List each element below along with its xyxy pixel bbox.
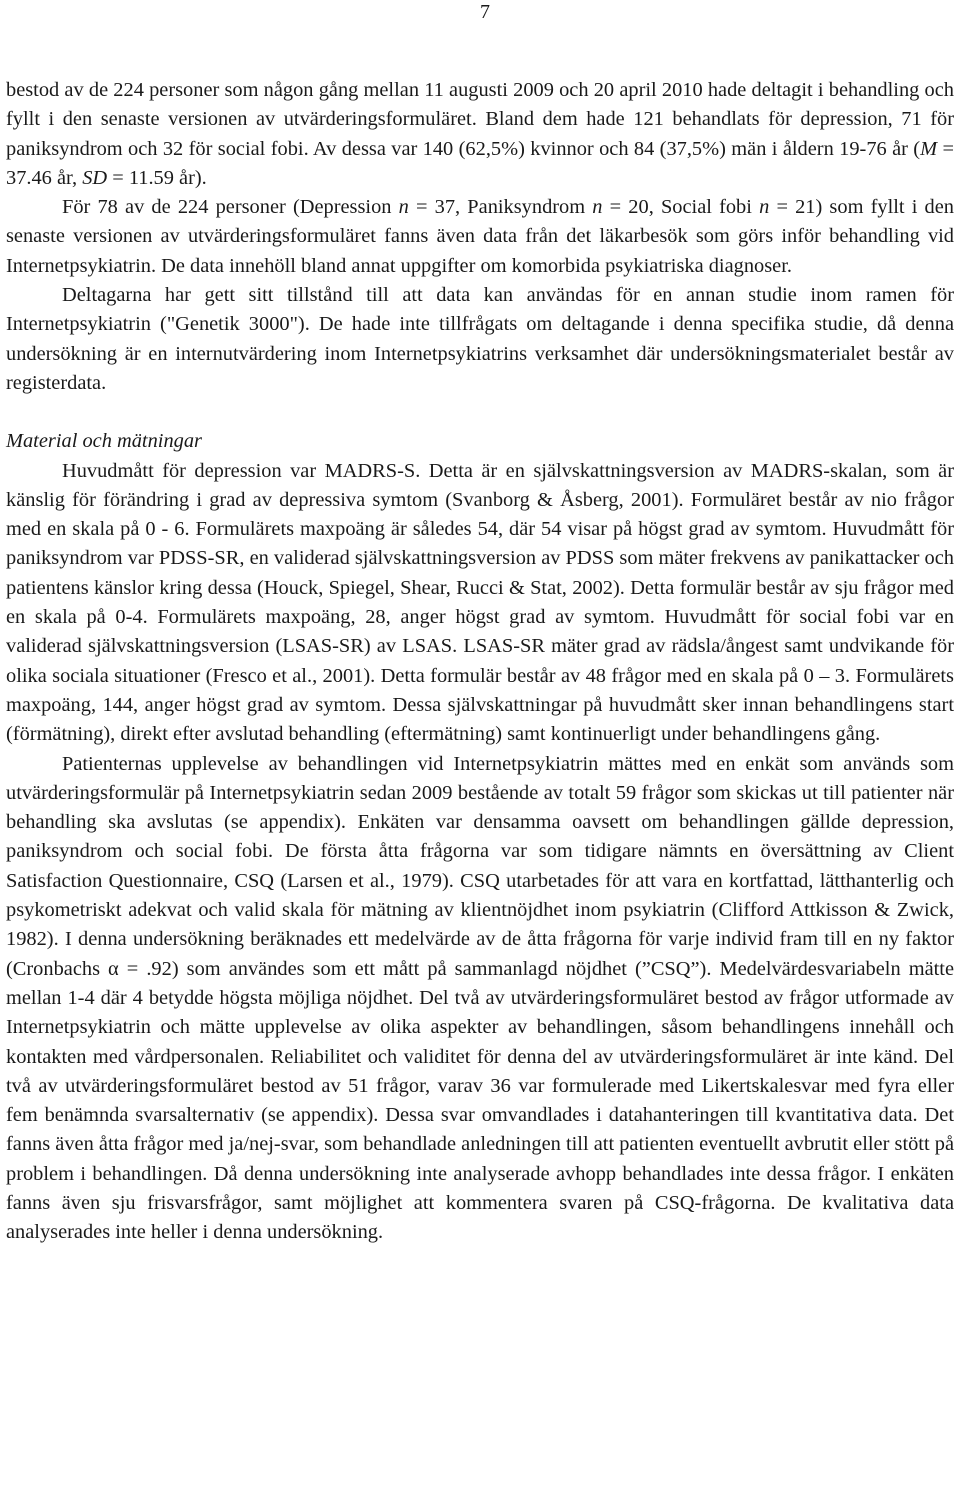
section-gap [6, 398, 954, 427]
n-symbol: n [398, 196, 409, 219]
text-run: För 78 av de 224 personer (Depression [62, 196, 399, 219]
text-run: = 21) som fyllt i den senaste versionen av utvärderingsformuläret fanns även data från det läkarbesök som görs inför behandling vid Internetpsykiatrin. De data innehöll bland annat uppgifter om komorbida psykiatriska diagnoser. [6, 196, 954, 277]
document-body [6, 76, 954, 1248]
consent-paragraph: Deltagarna har gett sitt tillstånd till att data kan användas för en annan studie inom ramen för Internetpsykiatrin ("Genetik 3000"). De hade inte tillfrågats om deltagande i denna specifika studie, då denna undersökning är en internutvärdering inom Internetpsykiatrins verksamhet där undersökningsmaterialet består av registerdata. [6, 284, 954, 394]
questionnaire-paragraph: Patienternas upplevelse av behandlingen vid Internetpsykiatrin mättes med en enkät som används som utvärderingsformulär på Internetpsykiatrin sedan 2009 bestående av totalt 59 frågor som skickas ut till patienter när behandling ska avslutas (se appendix). Enkäten var densamma oavsett om behandlingen gällde depression, paniksyndrom och social fobi. De första åtta frågorna var som tidigare nämnts en översättning av Client Satisfaction Questionnaire, CSQ (Larsen et al., 1979). CSQ utarbetades för att vara en kortfattad, lätthanterlig och psykometriskt adekvat och valid skala för mätning av klientnöjdhet inom psykiatrin (Clifford Attkisson & Zwick, 1982). I denna undersökning beräknades ett medelvärde av de åtta frågorna för varje individ fram till en ny faktor (Cronbachs α = .92) som användes som ett mått på sammanlagd nöjdhet (”CSQ”). Medelvärdesvariabeln mätte mellan 1-4 där 4 betydde högsta möjliga nöjdhet. Del två av utvärderingsformuläret bestod av frågor utformade av Internetpsykiatrin och mätte upplevelse av olika aspekter av behandlingen, såsom behandlingens innehåll och kontakten med vårdpersonalen. Reliabilitet och validitet för denna del av utvärderingsformuläret är inte känd. Del två av utvärderingsformuläret bestod av 51 frågor, varav 36 var formulerade med Likertskalesvar med fyra eller fem benämnda svarsalternativ (se appendix). Dessa svar omvandlades i datahanteringen till kvantitativa data. Det fanns även åtta frågor med ja/nej-svar, som behandlade anledningen till att patienten eventuellt avbrutit eller stött på problem i behandlingen. Då denna undersökning inte analyserade avhopp behandlades inte dessa frågor. I enkäten fanns även sju frisvarsfrågor, samt möjlighet att kommentera svaren på CSQ-frågorna. De kvalitativa data analyserades inte heller i denna undersökning. [6, 752, 954, 1244]
participants-paragraph [6, 76, 954, 193]
diagnosis-paragraph [6, 193, 954, 281]
page-number: 7 [480, 1, 490, 23]
n-symbol: n [592, 196, 603, 219]
text-run: = 20, Social fobi [602, 196, 760, 219]
sd-symbol: SD [82, 166, 108, 189]
text-run: = 37.46 år, [6, 137, 954, 189]
text-run: = 11.59 år). [107, 166, 207, 189]
text-run: = 37, Paniksyndrom [408, 196, 593, 219]
section-heading: Material och mätningar [6, 430, 202, 453]
n-symbol: n [759, 196, 770, 219]
text-run: bestod av de 224 personer som någon gång mellan 11 augusti 2009 och 20 april 2010 hade deltagit i behandling och fyllt i den senaste versionen av utvärderingsformuläret. Bland dem hade 121 behandlats för depression, 71 för paniksyndrom och 32 för social fobi. Av dessa var 140 (62,5%) kvinnor och 84 (37,5%) män i åldern 19-76 år ( [6, 79, 954, 160]
measures-paragraph: Huvudmått för depression var MADRS-S. Detta är en självskattningsversion av MADRS-skalan, som är känslig för förändring i grad av depressiva symtom (Svanborg & Åsberg, 2001). Formuläret består av nio frågor med en skala på 0 - 6. Formulärets maxpoäng är således 54, där 54 visar på högst grad av symtom. Huvudmått för paniksyndrom var PDSS-SR, en validerad självskattningsversion av PDSS som mäter frekvens av panikattacker och patientens känslor kring dessa (Houck, Spiegel, Shear, Rucci & Stat, 2002). Detta formulär består av sju frågor med en skala på 0-4. Formulärets maxpoäng, 28, anger högst grad av symtom. Huvudmått för social fobi var en validerad självskattningsversion (LSAS-SR) av LSAS. LSAS-SR mäter grad av rädsla/ångest samt undvikande för olika sociala situationer (Fresco et al., 2001). Detta formulär består av 48 frågor med en skala på 0 – 3. Formulärets maxpoäng, 144, anger högst grad av symtom. Dessa självskattningar på huvudmått sker innan behandlingens start (förmätning), direkt efter avslutad behandling (eftermätning) samt kontinuerligt under behandlingens gång. [6, 459, 954, 746]
mean-symbol: M [920, 137, 938, 160]
